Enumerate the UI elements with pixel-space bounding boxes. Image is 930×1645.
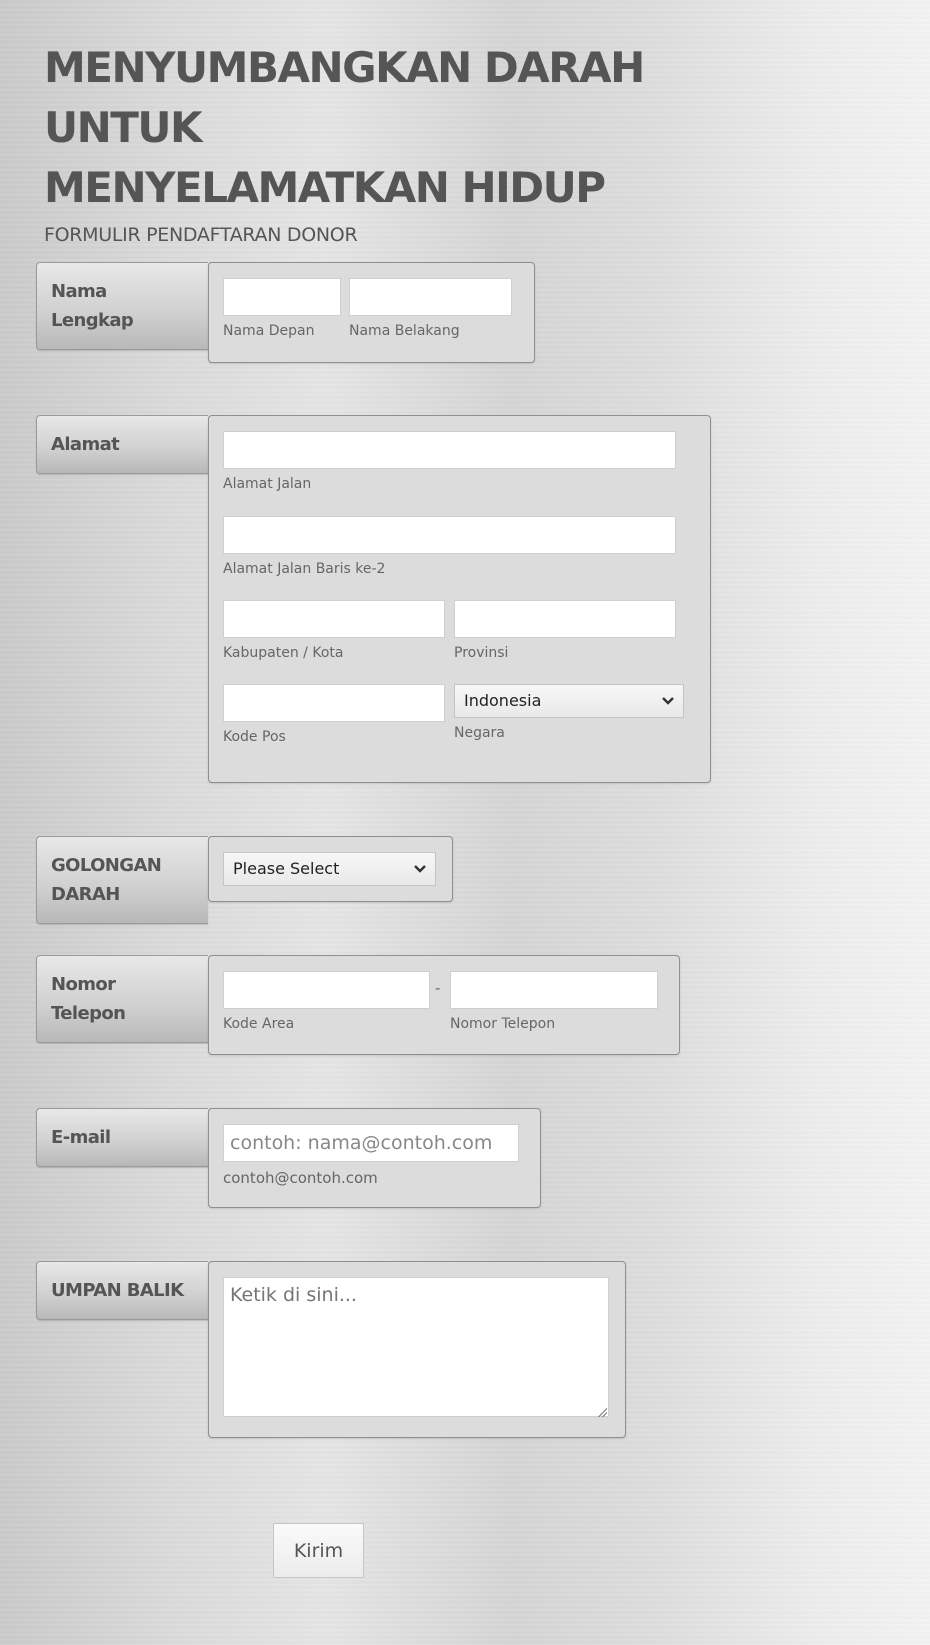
street-address-input[interactable] [223,431,676,469]
blood-type-label [36,836,208,924]
page-title-line-1: MENYUMBANGKAN DARAH UNTUK [44,43,644,152]
chevron-down-icon [661,685,675,728]
country-select[interactable] [454,684,684,718]
first-name-sublabel: Nama Depan [223,323,315,339]
phone-number-input[interactable] [450,971,658,1009]
area-code-input[interactable] [223,971,430,1009]
feedback-textarea[interactable] [223,1277,609,1417]
submit-button[interactable]: Kirim [273,1523,364,1578]
city-sublabel: Kabupaten / Kota [223,645,344,661]
blood-type-selected-value: Please Select [233,859,340,878]
form-header [44,38,804,246]
postal-code-input[interactable] [223,684,445,722]
city-input[interactable] [223,600,445,638]
phone-separator: - [435,980,441,997]
blood-type-select[interactable] [223,852,436,886]
feedback-label: UMPAN BALIK [36,1261,208,1320]
phone-field [208,955,680,1055]
email-sublabel: contoh@contoh.com [223,1169,378,1187]
phone-number-sublabel: Nomor Telepon [450,1016,556,1032]
email-input[interactable] [223,1124,519,1162]
last-name-sublabel: Nama Belakang [349,323,460,339]
blood-type-label-line-2: DARAH [51,884,120,905]
page-title-line-2: MENYELAMATKAN HIDUP [44,163,605,212]
first-name-input[interactable] [223,278,341,316]
email-label: E-mail [36,1108,208,1167]
resize-grip-icon[interactable] [597,1407,607,1417]
street-address-line2-input[interactable] [223,516,676,554]
last-name-input[interactable] [349,278,512,316]
phone-label: Nomor Telepon [36,955,208,1043]
country-sublabel: Negara [454,725,505,741]
address-field [208,415,711,783]
country-selected-value: Indonesia [464,691,542,710]
blood-type-field [208,836,453,902]
email-field [208,1108,541,1208]
full-name-label: Nama Lengkap [36,262,208,350]
street-address-line2-sublabel: Alamat Jalan Baris ke-2 [223,561,386,577]
area-code-sublabel: Kode Area [223,1016,295,1032]
postal-code-sublabel: Kode Pos [223,729,286,745]
feedback-field [208,1261,626,1438]
chevron-down-icon [413,853,427,896]
province-sublabel: Provinsi [454,645,509,661]
page-title [44,38,804,218]
blood-type-label-line-1: GOLONGAN [51,855,162,876]
full-name-field [208,262,535,363]
page-subtitle: FORMULIR PENDAFTARAN DONOR [44,224,358,246]
street-address-sublabel: Alamat Jalan [223,476,312,492]
address-label: Alamat [36,415,208,474]
province-input[interactable] [454,600,676,638]
